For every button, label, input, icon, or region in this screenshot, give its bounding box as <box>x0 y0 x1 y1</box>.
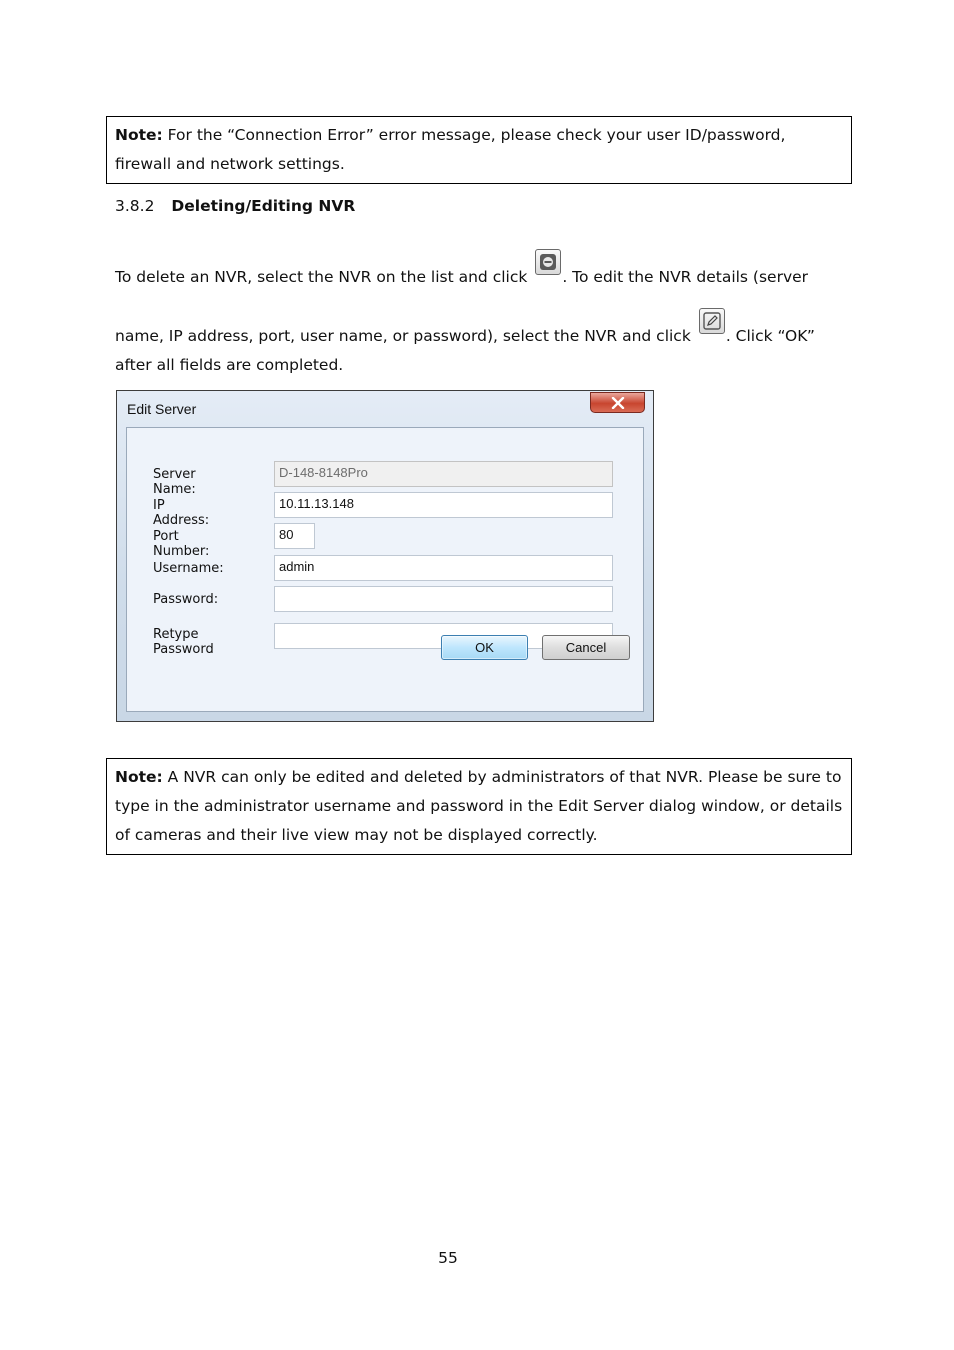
note-text: A NVR can only be edited and deleted by administrators of that NVR. Please be sure to type in the administrator username and password in the Edit Server dialog window, or details of cameras and their live view may not be displayed correctly. <box>115 768 843 844</box>
ok-button[interactable]: OK <box>441 635 528 660</box>
section-number: 3.8.2 <box>115 197 155 215</box>
server-name-field[interactable]: D-148-8148Pro <box>274 461 613 487</box>
close-button[interactable] <box>590 392 645 413</box>
retype-password-label: Retype Password <box>153 627 214 657</box>
note-box-connection-error <box>106 116 852 184</box>
paragraph-line-1 <box>115 260 808 286</box>
dialog-title: Edit Server <box>127 401 197 417</box>
paragraph-text: . Click “OK” <box>725 327 815 345</box>
password-label: Password: <box>153 592 219 607</box>
paragraph-line-2 <box>115 319 815 345</box>
note-box-admin <box>106 758 852 855</box>
close-icon <box>611 397 625 409</box>
server-name-label: Server Name: <box>153 467 196 497</box>
port-number-label: Port Number: <box>153 529 210 559</box>
cancel-button[interactable]: Cancel <box>542 635 630 660</box>
ip-address-label: IP Address: <box>153 498 210 528</box>
ip-address-field[interactable]: 10.11.13.148 <box>274 492 613 518</box>
delete-icon <box>535 249 561 275</box>
paragraph-line-3: after all fields are completed. <box>115 356 344 374</box>
password-field[interactable] <box>274 586 613 612</box>
page-number: 55 <box>438 1249 458 1267</box>
note-label: Note: <box>115 768 163 786</box>
section-heading <box>115 197 355 215</box>
paragraph-text: To delete an NVR, select the NVR on the list and click <box>115 268 528 286</box>
section-title: Deleting/Editing NVR <box>171 197 356 215</box>
paragraph-text: name, IP address, port, user name, or password), select the NVR and click <box>115 327 691 345</box>
edit-icon <box>699 308 725 334</box>
username-field[interactable]: admin <box>274 555 613 581</box>
note-label: Note: <box>115 126 163 144</box>
note-text: For the “Connection Error” error message, please check your user ID/password, firewall and network settings. <box>115 126 786 173</box>
paragraph-text: . To edit the NVR details (server <box>562 268 809 286</box>
username-label: Username: <box>153 561 224 576</box>
port-number-field[interactable]: 80 <box>274 523 315 549</box>
